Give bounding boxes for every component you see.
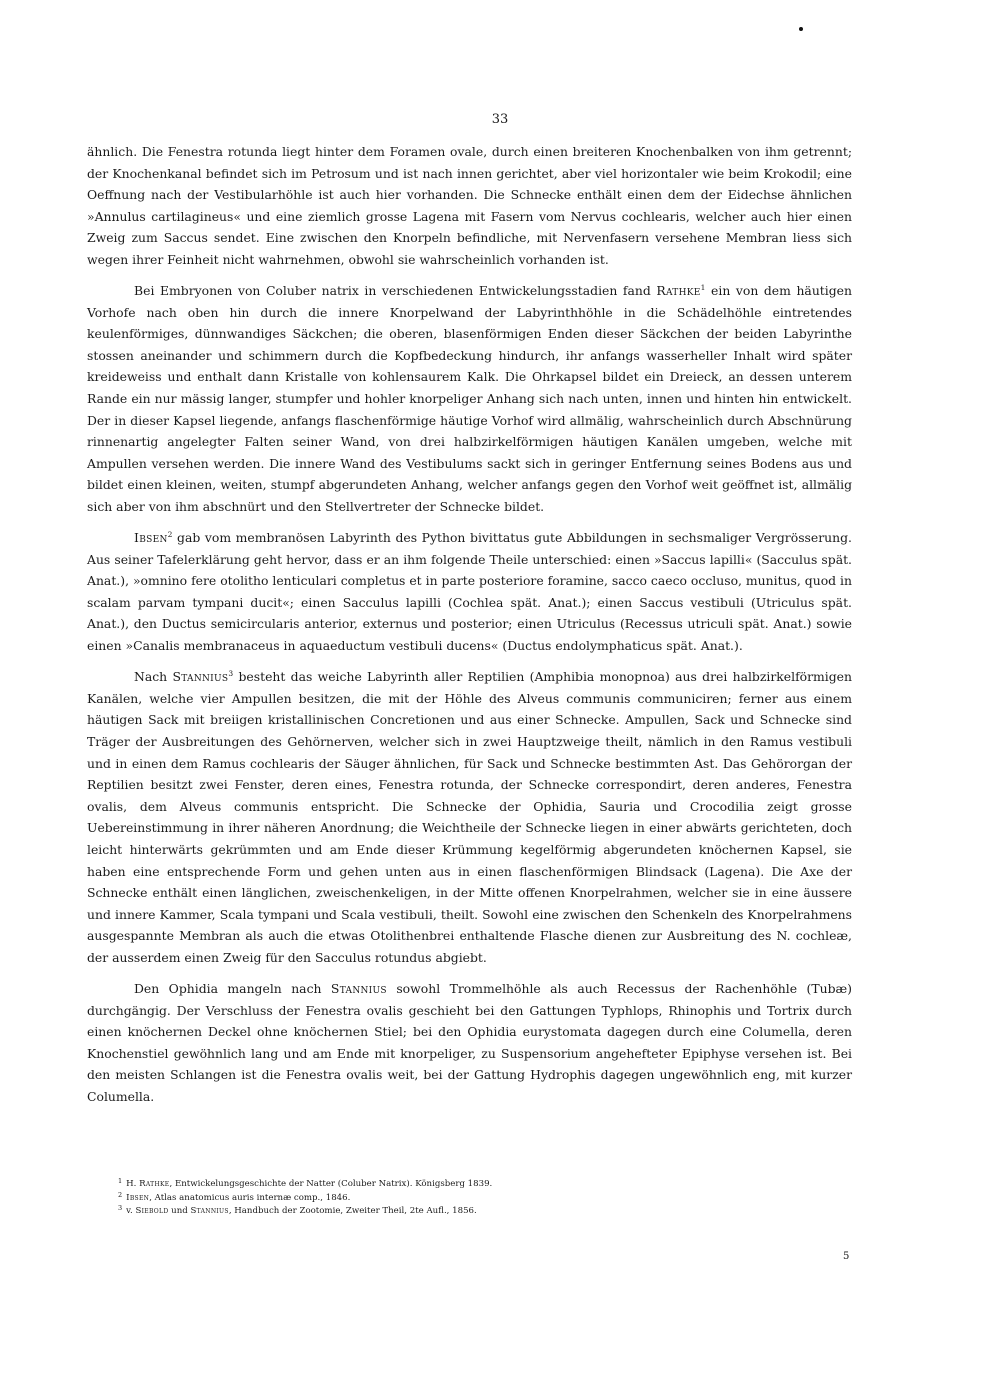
text-run: , Entwickelungsgeschichte der Natter (Coluber Natrix). Königsberg 1839. — [169, 1179, 493, 1189]
ink-dot — [799, 27, 803, 31]
footnote-3 — [118, 1205, 818, 1219]
text-run: Nach — [134, 669, 173, 685]
paragraph-rathke-embryos — [87, 280, 852, 518]
page-number: 33 — [491, 112, 509, 127]
paragraph-stannius-labyrinth — [87, 666, 852, 968]
text-run: besteht das weiche Labyrinth aller Reptilien (Amphibia monopnoa) aus drei halbzirkelförmigen Kanälen, welche vier Ampullen besitzen, die mit der Höhle des Alveus communis communiciren; ferner aus einem häutigen Sack mit breiigen kristallinischen Concretionen und aus einer Schnecke. Ampullen, Sack und Schnecke sind Träger der Ausbreitungen des Gehörnerven, welcher sich in zwei Hauptzweige theilt, nämlich in den Ramus vestibuli und in einen dem Ramus cochlearis der Säuger ähnlichen, für Sack und Schnecke bestimmten Ast. Das Gehörorgan der Reptilien besitzt zwei Fenster, deren eines, Fenestra rotunda, der Schnecke correspondirt, deren anderes, Fenestra ovalis, dem Alveus communis entspricht. Die Schnecke der Ophidia, Sauria und Crocodilia zeigt grosse Uebereinstimmung in ihrer näheren Anordnung; die Weichtheile der Schnecke liegen in einer abwärts gerichteten, doch leicht hinterwärts gekrümmten und am Ende dieser Krümmung kegelförmig abgerundeten knöchernen Kapsel, sie haben eine entsprechende Form und gehen unten aus in einen flaschenförmigen Blindsack (Lagena). Die Axe der Schnecke enthält einen länglichen, zweischenkeligen, in der Mitte offenen Knorpelrahmen, welcher sie in eine äussere und innere Kammer, Scala tympani und Scala vestibuli, theilt. Sowohl eine zwischen den Schenkeln des Knorpelrahmens ausgespannte Membran als auch die etwas Otolithenbrei enthaltende Flasche dienen zur Ausbreitung des N. cochleæ, der ausserdem einen Zweig für den Sacculus rotundus abgiebt. — [87, 669, 852, 965]
author-name: Stannius — [190, 1206, 229, 1216]
footnote-number: 3 — [118, 1204, 123, 1212]
sheet-signature-mark: 5 — [843, 1251, 850, 1262]
author-name: Stannius — [330, 980, 387, 996]
footnote-1 — [118, 1178, 818, 1192]
text-run: , Handbuch der Zootomie, Zweiter Theil, 2te Aufl., 1856. — [228, 1206, 477, 1216]
text-run: gab vom membranösen Labyrinth des Python bivittatus gute Abbildungen in sechsmaliger Vergrösserung. Aus seiner Tafelerklärung geht hervor, dass er an ihm folgende Theile unterschied: einen »Saccus lapilli« (Sacculus spät. Anat.), »omnino fere otolitho lenticulari completus et in parte posteriore foramine, sacco caeco occluso, munitus, quod in scalam parvam tympani ducit«; einen Sacculus lapilli (Cochlea spät. Anat.); einen Saccus vestibuli (Utriculus spät. Anat.), den Ductus semicircularis anterior, externus und posterior; einen Utriculus (Recessus utriculi spät. Anat.) sowie einen »Canalis membranaceus in aquaeductum vestibuli ducens« (Ductus endolymphaticus spät. Anat.). — [87, 530, 852, 654]
text-run: H. — [126, 1179, 140, 1189]
footnotes — [118, 1178, 818, 1219]
footnote-number: 2 — [118, 1190, 123, 1199]
body-text — [87, 141, 852, 1117]
footnote-2 — [118, 1192, 818, 1206]
author-name: Ibsen — [134, 530, 168, 546]
author-name: Stannius — [172, 669, 229, 685]
footnote-ref: 3 — [228, 669, 234, 679]
author-name: Rathke — [656, 283, 701, 299]
text-run: ähnlich. Die Fenestra rotunda liegt hinter dem Foramen ovale, durch einen breiteren Knochenbalken von ihm getrennt; der Knochenkanal befindet sich im Petrosum und ist nach innen gerichtet, aber viel horizontaler wie beim Krokodil; eine Oeffnung nach der Vestibularhöhle ist auch hier vorhanden. Die Schnecke enthält einen dem der Eidechse ähnlichen »Annulus cartilagineus« und eine ziemlich grosse Lagena mit Fasern vom Nervus cochlearis, welcher auch hier einen Zweig zum Saccus sendet. Eine zwischen den Knorpeln befindliche, mit Nervenfasern versehene Membran liess sich wegen ihrer Feinheit nicht wahrnehmen, obwohl sie wahrscheinlich vorhanden ist. — [87, 144, 852, 267]
footnote-number: 1 — [118, 1177, 123, 1185]
author-name: Rathke — [139, 1179, 170, 1189]
text-run: v. — [126, 1206, 136, 1216]
text-run: ein von dem häutigen Vorhofe nach oben hin durch die innere Knorpelwand der Labyrinthhöhle in die Schädelhöhle eintretendes keulenförmiges, dünnwandiges Säckchen; die oberen, blasenförmigen Enden dieser Säckchen der beiden Labyrinthe stossen aneinander und schimmern durch die Kopfbedeckung hindurch, ihr anfangs wasserheller Inhalt wird später kreideweiss und enthalt dann Kristalle von kohlensaurem Kalk. Die Ohrkapsel bildet ein Dreieck, an dessen unterem Rande ein nur mässig langer, stumpfer und hohler knorpeliger Anhang sich nach unten, innen und hinten hin entwickelt. Der in dieser Kapsel liegende, anfangs flaschenförmige häutige Vorhof wird allmälig, wahrscheinlich durch Abschnürung rinnenartig angelegter Falten seiner Wand, von drei halbzirkelförmigen häutigen Kanälen umgeben, welche mit Ampullen versehen werden. Die innere Wand des Vestibulums sackt sich in geringer Entfernung seines Bodens aus und bildet einen kleinen, weiten, stumpf abgerundeten Anhang, welcher anfangs gegen den Vorhof weit geöffnet ist, allmälig sich aber von ihm abschnürt und den Stellvertreter der Schnecke bildet. — [87, 283, 852, 514]
footnote-ref: 2 — [167, 530, 173, 540]
text-run: und — [168, 1206, 191, 1216]
paragraph-ophidia-tympanum — [87, 978, 852, 1108]
text-run: Den Ophidia mangeln nach — [134, 980, 331, 996]
paragraph-ibsen-python — [87, 527, 852, 657]
text-run: Bei Embryonen von Coluber natrix in verschiedenen Entwickelungsstadien fand — [134, 283, 657, 299]
author-name: Ibsen — [126, 1192, 150, 1203]
author-name: Siebold — [135, 1206, 169, 1216]
text-run: sowohl Trommelhöhle als auch Recessus der Rachenhöhle (Tubæ) durchgängig. Der Verschluss der Fenestra ovalis geschieht bei den Gattungen Typhlops, Rhinophis und Tortrix durch einen knöchernen Deckel ohne knöchernen Stiel; bei den Ophidia eurystomata dagegen durch eine Columella, deren Knochenstiel gewöhnlich lang und am Ende mit knorpeliger, zu Suspensorium angehefteter Epiphyse versehen ist. Bei den meisten Schlangen ist die Fenestra ovalis weit, bei der Gattung Hydrophis dagegen ungewöhnlich eng, mit kurzer Columella. — [87, 980, 852, 1104]
paragraph-fenestra-rotunda — [87, 141, 852, 271]
text-run: , Atlas anatomicus auris internæ comp., 1846. — [149, 1192, 351, 1203]
footnote-ref: 1 — [700, 283, 706, 293]
